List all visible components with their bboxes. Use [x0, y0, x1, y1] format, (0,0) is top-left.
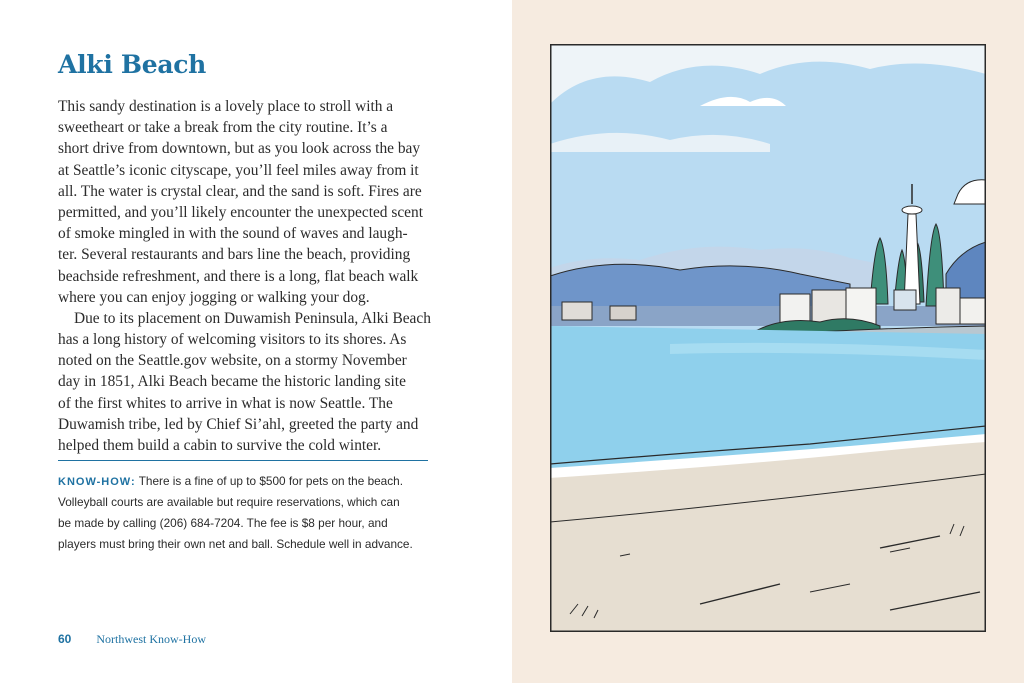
building — [780, 294, 810, 324]
body-line: Duwamish tribe, led by Chief Si’ahl, greeted the party and — [58, 415, 419, 433]
body-line: where you can enjoy jogging or walking your dog. — [58, 288, 370, 306]
know-how-box — [58, 471, 438, 555]
building — [960, 298, 986, 324]
know-how-line: Volleyball courts are available but require reservations, which can — [58, 495, 400, 509]
body-line: permitted, and you’ll likely encounter the unexpected scent — [58, 203, 423, 221]
body-line: This sandy destination is a lovely place to stroll with a — [58, 98, 394, 115]
know-how-line: be made by calling (206) 684-7204. The fee is $8 per hour, and — [58, 516, 388, 530]
body-line: noted on the Seattle.gov website, on a stormy November — [58, 352, 407, 370]
running-head: Northwest Know-How — [96, 632, 207, 646]
body-line: day in 1851, Alki Beach became the historic landing site — [58, 373, 406, 391]
body-line: of smoke mingled in with the sound of waves and laugh- — [58, 225, 408, 243]
body-line: has a long history of welcoming visitors to its shores. As — [58, 331, 407, 349]
body-line: sweetheart or take a break from the city routine. It’s a — [58, 119, 388, 137]
body-line: of the first whites to arrive in what is now Seattle. The — [58, 394, 393, 412]
body-text — [58, 96, 430, 456]
know-how-line: players must bring their own net and ball. Schedule well in advance. — [58, 537, 413, 551]
body-line: helped them build a cabin to survive the cold winter. — [58, 437, 382, 454]
know-how-text: There is a fine of up to $500 for pets on the beach. — [135, 474, 403, 488]
building — [562, 302, 592, 320]
building — [936, 288, 960, 324]
body-line: beachside refreshment, and there is a long, flat beach walk — [58, 267, 419, 285]
page-title: Alki Beach — [58, 50, 207, 79]
body-line: ter. Several restaurants and bars line the beach, providing — [58, 246, 411, 264]
section-divider — [58, 460, 428, 461]
space-needle-top — [902, 206, 922, 214]
know-how-line — [58, 471, 438, 492]
page-number: 60 — [58, 632, 72, 646]
body-line-indented: Due to its placement on Duwamish Peninsula, Alki Beach — [74, 309, 431, 327]
page-footer — [58, 632, 206, 647]
building — [894, 290, 916, 310]
body-line: short drive from downtown, but as you look across the bay — [58, 140, 421, 158]
building — [610, 306, 636, 320]
body-line: at Seattle’s iconic cityscape, you’ll feel miles away from it — [58, 161, 419, 179]
body-line: all. The water is crystal clear, and the sand is soft. Fires are — [58, 182, 422, 200]
know-how-label: KNOW-HOW: — [58, 476, 136, 488]
beach-illustration — [550, 44, 986, 632]
